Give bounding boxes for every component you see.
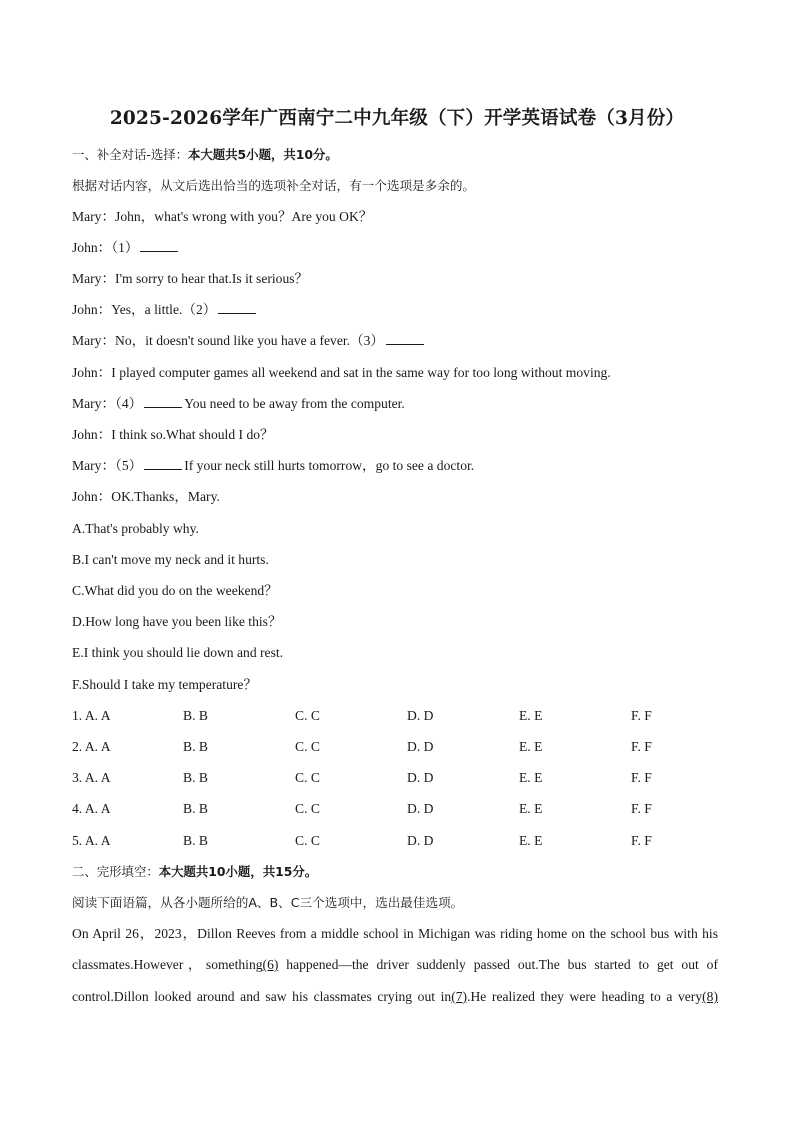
- blank-8: (8): [702, 989, 718, 1004]
- option-c[interactable]: C. C: [295, 801, 320, 816]
- section2-instruction: 阅读下面语篇，从各小题所给的A、B、C三个选项中，选出最佳选项。: [72, 895, 464, 910]
- option-b[interactable]: B. B: [183, 770, 208, 785]
- option-f[interactable]: F. F: [631, 739, 652, 754]
- dialogue-line-4-text: John：Yes，a little.（2）: [72, 302, 217, 317]
- dialogue-line-8: John：I think so.What should I do？: [72, 427, 274, 442]
- option-e[interactable]: E. E: [519, 833, 543, 848]
- section2-heading: [72, 863, 317, 881]
- option-c[interactable]: C. C: [295, 708, 320, 723]
- dialogue-line-9-text: If your neck still hurts tomorrow，go to see a doctor.: [184, 458, 475, 473]
- option-c[interactable]: C. C: [295, 739, 320, 754]
- section1-heading-bold: 本大题共5小题，共10分。: [188, 147, 338, 162]
- option-e[interactable]: E. E: [519, 739, 543, 754]
- passage-line-2-a: classmates.However，something: [72, 957, 263, 972]
- option-f[interactable]: F. F: [631, 801, 652, 816]
- option-a[interactable]: 3. A. A: [72, 770, 111, 785]
- answer-row-2: [72, 738, 732, 756]
- option-b[interactable]: B. B: [183, 801, 208, 816]
- blank-6: (6): [262, 957, 279, 972]
- dialogue-line-10: John：OK.Thanks，Mary.: [72, 489, 220, 504]
- option-e[interactable]: E. E: [519, 708, 543, 723]
- answer-blank-4: [144, 395, 182, 408]
- option-e[interactable]: E. E: [519, 770, 543, 785]
- option-a[interactable]: 1. A. A: [72, 708, 111, 723]
- dialogue-line-7: [72, 395, 405, 413]
- option-f[interactable]: F. F: [631, 708, 652, 723]
- dialogue-line-7-prefix: Mary：（4）: [72, 396, 143, 411]
- answer-blank-3: [386, 332, 424, 345]
- dialogue-line-7-text: You need to be away from the computer.: [184, 396, 405, 411]
- section2-heading-bold: 本大题共10小题，共15分。: [158, 864, 318, 879]
- option-b[interactable]: B. B: [183, 739, 208, 754]
- answer-blank-1: [140, 239, 178, 252]
- dialogue-line-2: [72, 239, 180, 257]
- option-e[interactable]: E. E: [519, 801, 543, 816]
- dialogue-line-4: [72, 301, 258, 319]
- passage-line-3-a: control.Dillon looked around and saw his classmates crying out in: [72, 989, 452, 1004]
- page-title: 2025-2026学年广西南宁二中九年级（下）开学英语试卷（3月份）: [109, 108, 685, 129]
- section2-heading-plain: 二、完形填空：: [72, 864, 159, 879]
- blank-7: (7): [451, 989, 468, 1004]
- section1-heading-plain: 一、补全对话-选择：: [72, 147, 188, 162]
- answer-row-3: [72, 769, 732, 787]
- choice-a: A.That's probably why.: [72, 521, 199, 536]
- dialogue-line-2-text: John：（1）: [72, 240, 139, 255]
- choice-d: D.How long have you been like this？: [72, 614, 282, 629]
- option-d[interactable]: D. D: [407, 833, 434, 848]
- section1-heading: [72, 146, 338, 164]
- dialogue-line-6: John：I played computer games all weekend and sat in the same way for too long without moving.: [72, 365, 611, 380]
- option-d[interactable]: D. D: [407, 739, 434, 754]
- option-c[interactable]: C. C: [295, 770, 320, 785]
- option-b[interactable]: B. B: [183, 708, 208, 723]
- choice-c: C.What did you do on the weekend？: [72, 583, 278, 598]
- dialogue-line-9: [72, 457, 474, 475]
- dialogue-line-1: Mary：John，what's wrong with you？Are you OK？: [72, 209, 373, 224]
- dialogue-line-3: Mary：I'm sorry to hear that.Is it serious？: [72, 271, 309, 286]
- dialogue-line-5-text: Mary：No，it doesn't sound like you have a fever.（3）: [72, 333, 385, 348]
- option-d[interactable]: D. D: [407, 801, 434, 816]
- option-b[interactable]: B. B: [183, 833, 208, 848]
- answer-row-1: [72, 707, 732, 725]
- passage-line-2: [72, 956, 718, 974]
- option-f[interactable]: F. F: [631, 770, 652, 785]
- option-d[interactable]: D. D: [407, 708, 434, 723]
- answer-blank-5: [144, 457, 182, 470]
- option-a[interactable]: 4. A. A: [72, 801, 111, 816]
- passage-line-3: [72, 988, 718, 1006]
- dialogue-line-9-prefix: Mary：（5）: [72, 458, 143, 473]
- option-d[interactable]: D. D: [407, 770, 434, 785]
- choice-b: B.I can't move my neck and it hurts.: [72, 552, 269, 567]
- passage-line-1: On April 26，2023，Dillon Reeves from a middle school in Michigan was riding home on the school bus with his: [72, 926, 718, 941]
- choice-e: E.I think you should lie down and rest.: [72, 645, 284, 660]
- answer-row-5: [72, 832, 732, 850]
- answer-blank-2: [218, 301, 256, 314]
- passage-line-3-c: .He realized they were heading to a very: [467, 989, 703, 1004]
- section1-instruction: 根据对话内容，从文后选出恰当的选项补全对话，有一个选项是多余的。: [72, 178, 475, 193]
- choice-f: F.Should I take my temperature？: [72, 677, 258, 692]
- option-c[interactable]: C. C: [295, 833, 320, 848]
- passage-line-2-c: happened—the driver suddenly passed out.The bus started to get out of: [278, 957, 718, 972]
- dialogue-line-5: [72, 332, 426, 350]
- option-a[interactable]: 5. A. A: [72, 833, 111, 848]
- option-f[interactable]: F. F: [631, 833, 652, 848]
- answer-row-4: [72, 800, 732, 818]
- option-a[interactable]: 2. A. A: [72, 739, 111, 754]
